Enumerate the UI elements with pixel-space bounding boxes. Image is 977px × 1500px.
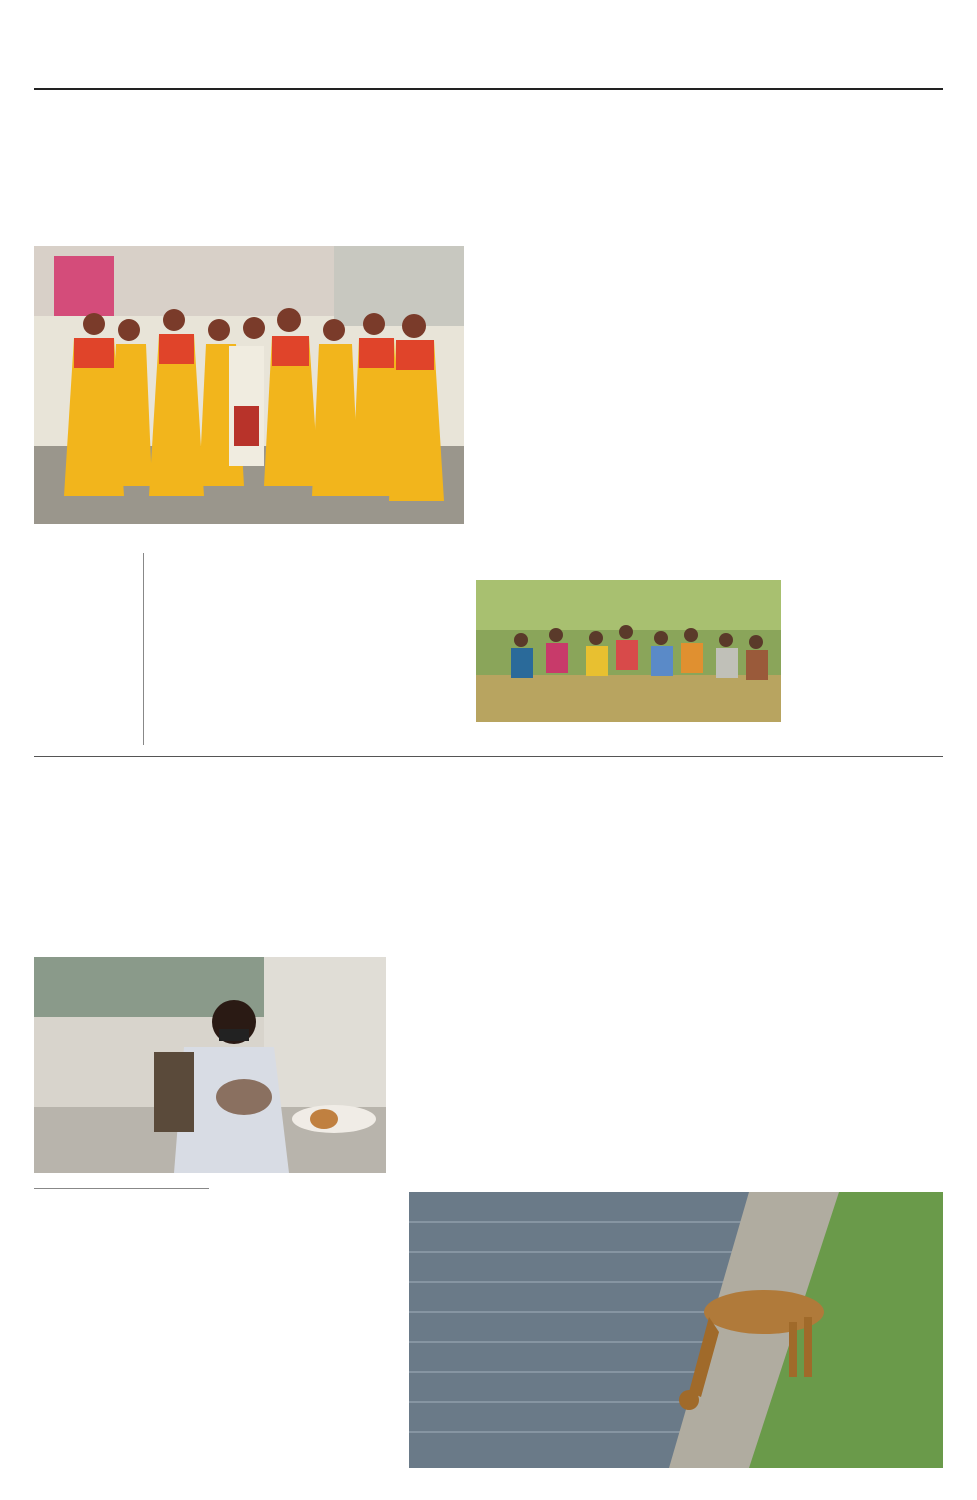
story2-column-4 [586,764,762,1082]
column-rule [34,1188,209,1189]
story1-column-1 [148,553,301,748]
column-rule [143,553,144,745]
story1-column-2 [309,553,463,748]
photo-girl-with-cat [34,957,386,1173]
story2-column-2 [218,1188,394,1466]
photo-paddy-field [476,580,781,722]
photo-dog-drinking [409,1192,943,1468]
masthead-rule [34,88,943,90]
story2-column-3 [400,957,576,1187]
story1-column-3 [472,248,622,578]
story2-column-1 [34,1190,209,1465]
story1-column-4 [632,248,782,578]
story1-column-5 [792,248,942,744]
section-divider [34,756,943,757]
story2-column-5 [770,764,942,1182]
photo-dancers [34,246,464,524]
